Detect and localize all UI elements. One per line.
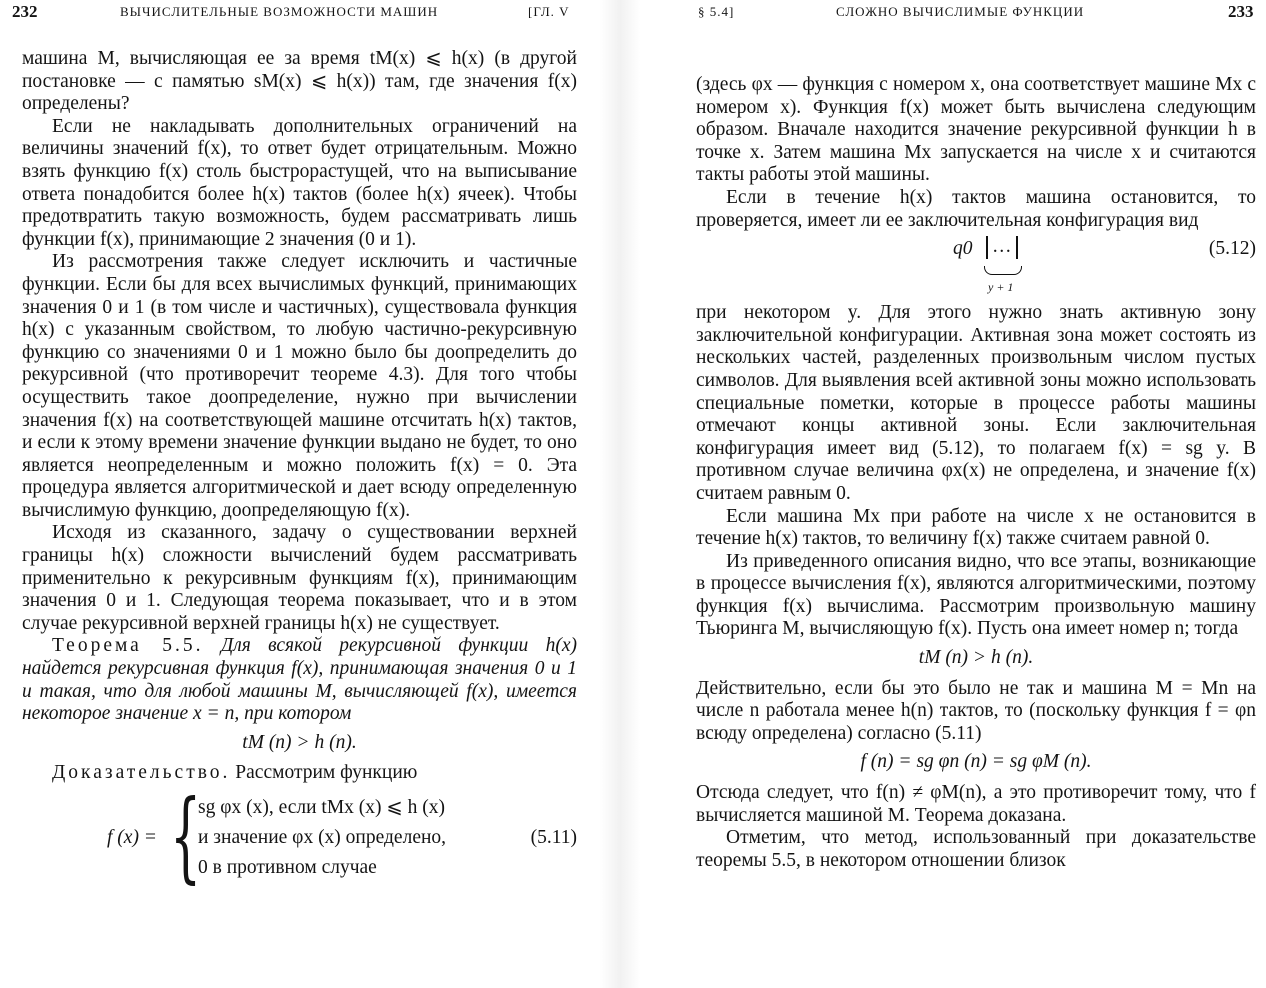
right-body xyxy=(696,74,1256,872)
left-page xyxy=(0,0,600,988)
equation-number: (5.12) xyxy=(1208,238,1256,260)
theorem-text: Для всякой рекурсивной функции h(x) найдется рекурсивная функция f(x), принимающая значения 0 и 1 и такая, что для любой машины M, вычисляющей f(x), имеется некоторое значение x = n, при котором xyxy=(22,635,578,725)
left-header xyxy=(0,0,600,26)
underbrace xyxy=(984,266,1022,275)
cases-lhs: f (x) = xyxy=(107,827,157,848)
right-header xyxy=(640,0,1266,26)
proof xyxy=(22,762,577,785)
running-title: СЛОЖНО ВЫЧИСЛИМЫЕ ФУНКЦИИ xyxy=(836,4,1085,19)
page-number: 233 xyxy=(1228,2,1254,21)
section-ref: § 5.4] xyxy=(698,4,735,19)
proof-label: Доказательство. xyxy=(52,762,231,784)
paragraph: Из рассмотрения также следует исключить и частичные функции. Если бы для всех вычислимых функций, принимающих значения 0 и 1 (в том числе и частичных), существовала функция h(x) с указанным свойством, то любую частично-рекурсивную функцию со значениями 0 и 1 можно было бы доопределить до рекурсивной (что противоречит теореме 4.3). Для того чтобы осуществить такое доопределение, нужно при вычислении значения f(x) на соответствующей машине отсчитать h(x) тактов, и если к этому времени значение функции выдано не будет, то оно является неопределенным и можно положить f(x) = 0. Эта процедура является алгоритмической и дает всюду определенную вычислимую функцию, доопределяющую f(x). xyxy=(22,251,577,521)
paragraph: Если в течение h(x) тактов машина остановится, то проверяется, имеет ли ее заключительная конфигурация вид xyxy=(696,186,1256,231)
config-dots: … xyxy=(986,236,1018,259)
left-body xyxy=(22,48,578,894)
theorem-formula: tM (n) > h (n). xyxy=(242,731,357,753)
paragraph: Отметим, что метод, использованный при доказательстве теоремы 5.5, в некотором отношении близок xyxy=(696,827,1256,871)
paragraph: Отсюда следует, что f(n) ≠ φM(n), а это противоречит тому, что f вычисляется машиной M. Теорема доказана. xyxy=(696,782,1256,826)
page-number: 232 xyxy=(12,2,38,21)
case-row: 0 в противном случае xyxy=(198,857,377,878)
config-subscript: y + 1 xyxy=(988,280,1014,295)
cases-rows xyxy=(198,793,446,883)
paragraph: Из приведенного описания видно, что все этапы, возникающие в процессе вычисления f(x), являются алгоритмическими, поэтому функция f(x) вычислима. Рассмотрим произвольную машину Тьюринга M, вычисляющую f(x). Пусть она имеет номер n; тогда xyxy=(696,550,1256,640)
paragraph: машина M, вычисляющая ее за время tM(x) ⩽ h(x) (в другой постановке — с памятью sM(x) ⩽ h(x)) там, где значения f(x) определены? xyxy=(22,48,577,115)
cases-formula xyxy=(22,780,577,894)
paragraph: Если машина Mx при работе на числе x не остановится в течение h(x) тактов, то величину f(x) также считаем равной 0. xyxy=(696,505,1256,550)
paragraph: Действительно, если бы это было не так и машина M = Mn на числе n работала менее h(n) тактов, то (поскольку функция f = φn всюду определена) согласно (5.11) xyxy=(696,677,1256,744)
paragraph: при некотором y. Для этого нужно знать активную зону заключительной конфигурации. Активная зона может состоять из нескольких частей, разделенных произвольным числом пустых символов. Для выявления всей активной зоны можно использовать специальные пометки, которые в процессе работы машины отмечают концы активной зоны. Если заключительная конфигурация имеет вид (5.12), то полагаем f(x) = sg y. В противном случае величина φx(x) не определена, и значение f(x) считаем равным 0. xyxy=(696,302,1256,504)
gutter xyxy=(600,0,640,988)
config-state: q0 xyxy=(953,238,973,260)
formula: f (n) = sg φn (n) = sg φM (n). xyxy=(860,751,1092,773)
proof-text: Рассмотрим функцию xyxy=(235,762,418,784)
case-row: и значение φx (x) определено, xyxy=(198,827,447,848)
paragraph: (здесь φx — функция с номером x, она соответствует машине Mx с номером x). Функция f(x) может быть вычислена следующим образом. Вначале находится значение рекурсивной функции h в точке x. Затем машина Mx запускается на числе x и считаются такты работы этой машины. xyxy=(696,74,1256,186)
config-formula xyxy=(696,232,1256,302)
formula: tM (n) > h (n). xyxy=(918,647,1034,669)
theorem xyxy=(22,635,577,725)
theorem-label: Теорема 5.5. xyxy=(52,635,204,657)
right-page xyxy=(640,0,1266,988)
left-brace: { xyxy=(170,780,202,894)
running-title: ВЫЧИСЛИТЕЛЬНЫЕ ВОЗМОЖНОСТИ МАШИН xyxy=(120,4,439,19)
paragraph: Если не накладывать дополнительных ограничений на величины значений f(x), то ответ будет отрицательным. Можно взять функцию f(x) столь быстрорастущей, что на выписывание ответа понадобится более h(x) тактов (более h(x) ячеек). Чтобы предотвратить такую возможность, будем рассматривать лишь функции f(x), принимающие 2 значения (0 и 1). xyxy=(22,115,577,250)
paragraph: Исходя из сказанного, задачу о существовании верхней границы h(x) сложности вычислений будем рассматривать применительно к рекурсивным функциям f(x), принимающим значения 0 и 1. Следующая теорема показывает, что и в этом случае рекурсивной верхней границы h(x) не существует. xyxy=(22,522,577,634)
equation-number: (5.11) xyxy=(530,827,577,848)
case-row: sg φx (x), если tMx (x) ⩽ h (x) xyxy=(198,797,445,818)
chapter-ref: [ГЛ. V xyxy=(528,4,570,19)
